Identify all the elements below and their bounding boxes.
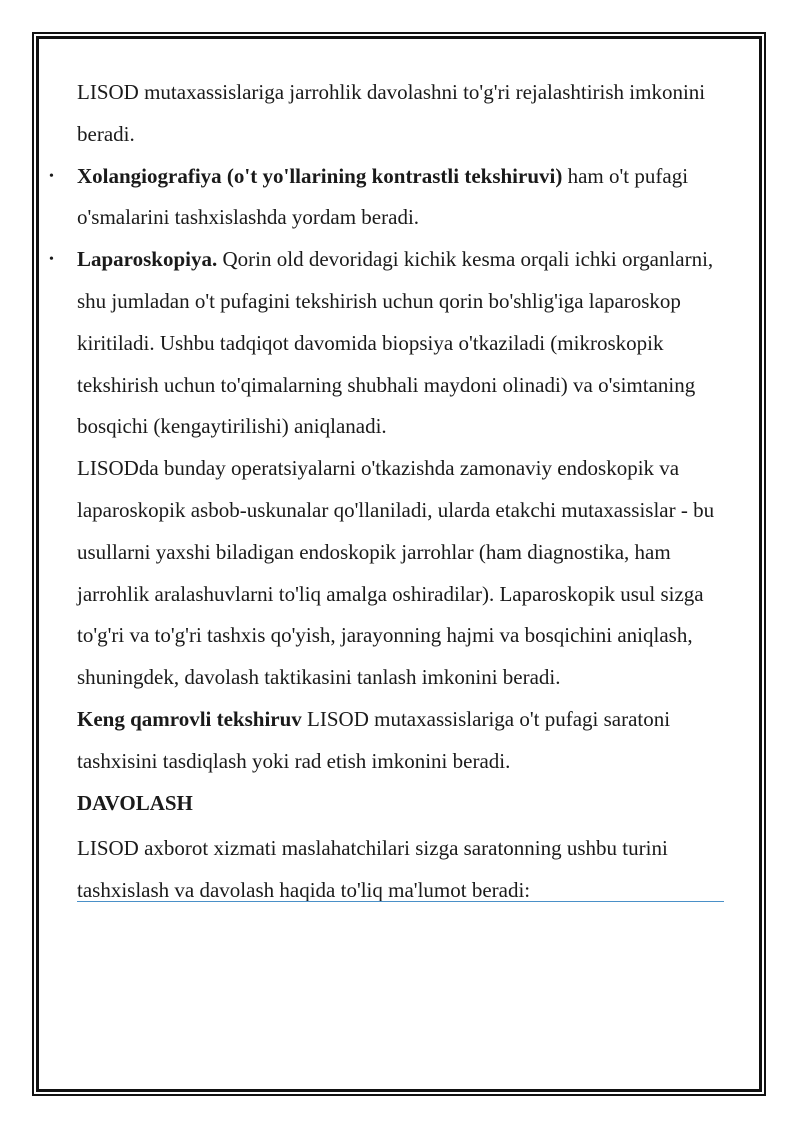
intro-continuation: LISOD mutaxassislariga jarrohlik davolashni to'g'ri rejalashtirish imkonini beradi. (77, 80, 706, 146)
section-heading: DAVOLASH (77, 790, 193, 815)
bullet-item-xolangiografiya (49, 156, 737, 240)
bullet-icon: • (49, 168, 54, 184)
bullet-text: ham o't pufagi o'smalarini tashxislashda yordam beradi. (77, 163, 689, 230)
closing-paragraph: LISOD axborot xizmati maslahatchilari sizga saratonning ushbu turini tashxislash va davolash haqida to'liq ma'lumot beradi: (77, 836, 668, 903)
bullet-term: Laparoskopiya. (77, 247, 218, 272)
document-body (49, 72, 737, 912)
bullet-term: Xolangiografiya (o't yo'llarining kontrastli tekshiruvi) (77, 163, 563, 188)
comprehensive-text: LISOD mutaxassislariga o't pufagi saratoni tashxisini tasdiqlash yoki rad etish imkonini beradi. (77, 706, 671, 773)
comprehensive-paragraph (77, 699, 737, 783)
lisod-paragraph: LISODda bunday operatsiyalarni o'tkazishda zamonaviy endoskopik va laparoskopik asbob-uskunalar qo'llaniladi, ularda etakchi mutaxassislar - bu usullarni yaxshi biladigan endoskopik jarrohlar (ham diagnostika, ham jarrohlik aralashuvlarni to'liq amalga oshiradilar). Laparoskopik usul sizga to'g'ri va to'g'ri tashxis qo'yish, jarayonning hajmi va bosqichini aniqlash, shuningdek, davolash taktikasini tanlash imkonini beradi. (77, 456, 715, 690)
bullet-item-laparoskopiya (49, 239, 737, 448)
bullet-icon: • (49, 252, 54, 268)
comprehensive-term: Keng qamrovli tekshiruv (77, 706, 302, 731)
bullet-text: Qorin old devoridagi kichik kesma orqali ichki organlarni, shu jumladan o't pufagini tekshirish uchun qorin bo'shlig'iga laparoskop kiritiladi. Ushbu tadqiqot davomida biopsiya o'tkaziladi (mikroskopik tekshirish uchun to'qimalarning shubhali maydoni olinadi) va o'simtaning bosqichi (kengaytirilishi) aniqlanadi. (77, 247, 714, 439)
heading-underline (77, 901, 724, 902)
